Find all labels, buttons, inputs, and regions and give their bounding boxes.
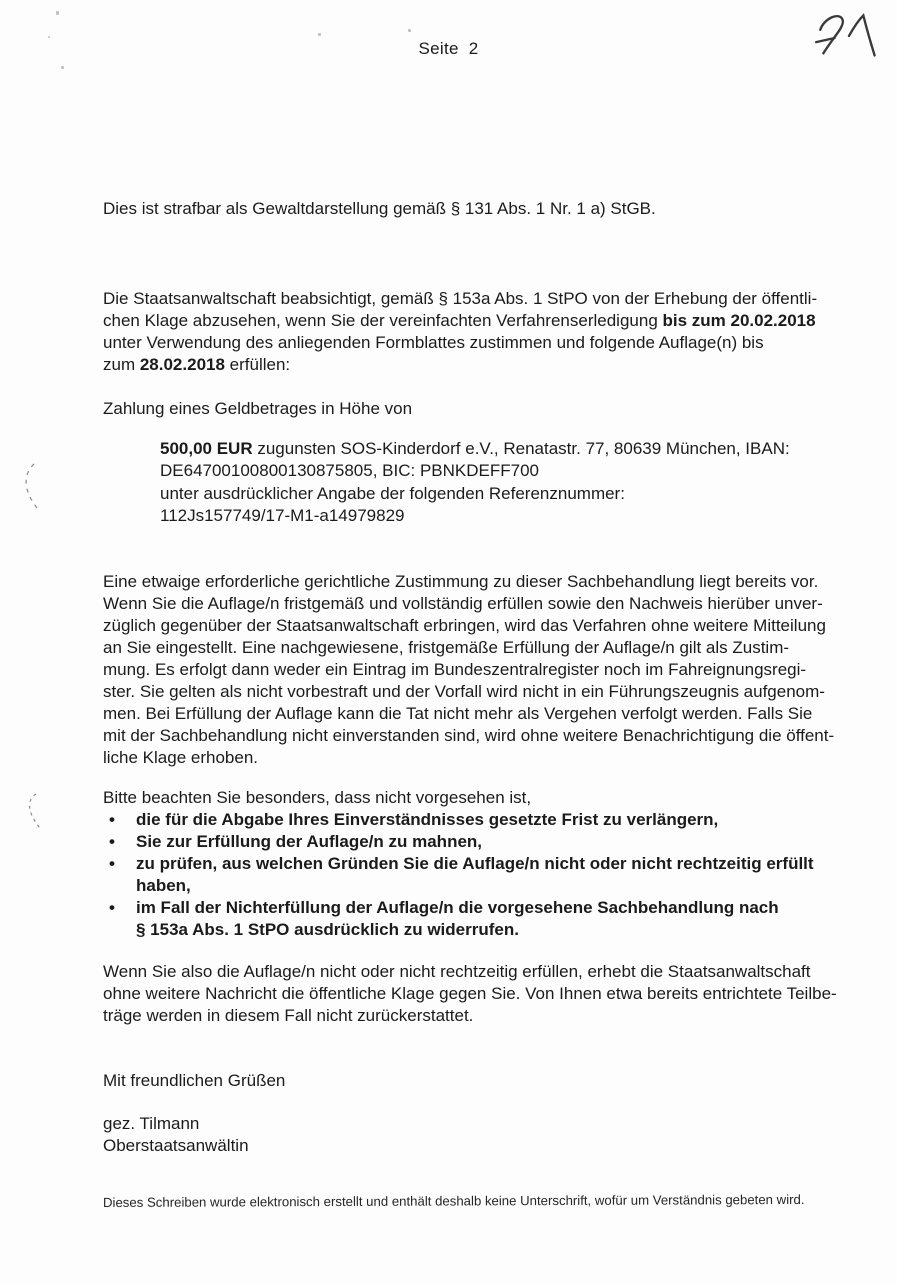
text-segment: mit der Sachbehandlung nicht einverstanden sind, wird ohne weitere Benachrichtigung die öffent- bbox=[103, 726, 835, 745]
bullet-item bbox=[106, 897, 814, 941]
text-segment: liche Klage erhoben. bbox=[103, 748, 259, 767]
payment-details-block bbox=[160, 438, 790, 527]
scan-speck bbox=[61, 66, 64, 69]
bullet-icon: • bbox=[109, 810, 115, 829]
paragraph-153a-angebot bbox=[103, 288, 817, 376]
text-segment: Zahlung eines Geldbetrages in Höhe von bbox=[103, 399, 413, 418]
bullet-icon: • bbox=[109, 854, 115, 873]
bullet-text bbox=[136, 853, 814, 897]
text-segment: Eine etwaige erforderliche gerichtliche Zustimmung zu dieser Sachbehandlung liegt bereits vor. bbox=[103, 572, 819, 591]
text-segment: haben, bbox=[136, 876, 191, 895]
handwritten-page-number bbox=[810, 10, 890, 64]
scan-speck bbox=[56, 11, 59, 15]
text-segment: erfüllen: bbox=[224, 355, 291, 374]
text-segment: zugunsten SOS-Kinderdorf e.V., Renatastr. 77, 80639 München, IBAN: bbox=[252, 439, 790, 458]
text-segment: Dies ist strafbar als Gewaltdarstellung gemäß § 131 Abs. 1 Nr. 1 a) StGB. bbox=[103, 199, 656, 218]
scan-speck bbox=[408, 29, 411, 32]
bullet-text bbox=[136, 897, 779, 941]
bullet-text bbox=[136, 809, 718, 831]
text-segment: unter ausdrücklicher Angabe der folgenden Referenznummer: bbox=[160, 483, 625, 503]
signature-name: gez. Tilmann bbox=[103, 1114, 200, 1133]
scan-speck bbox=[318, 33, 321, 36]
text-segment: bis zum 20.02.2018 bbox=[662, 311, 816, 330]
notice-bullet-list bbox=[106, 809, 814, 941]
text-segment: Wenn Sie also die Auflage/n nicht oder nicht rechtzeitig erfüllen, erhebt die Staatsanwaltschaft bbox=[103, 962, 811, 981]
bullet-item bbox=[106, 831, 814, 853]
text-segment: Die Staatsanwaltschaft beabsichtigt, gemäß § 153a Abs. 1 StPO von der Erhebung der öffentli- bbox=[103, 289, 818, 308]
footer-note: Dieses Schreiben wurde elektronisch erstellt und enthält deshalb keine Unterschrift, wofür um Verständnis gebeten wird. bbox=[102, 1191, 805, 1210]
scan-artifact-mark bbox=[18, 462, 44, 510]
text-segment: chen Klage abzusehen, wenn Sie der vereinfachten Verfahrenserledigung bbox=[103, 311, 663, 330]
scan-speck bbox=[48, 36, 50, 38]
notice-intro-line bbox=[103, 787, 531, 809]
signature-title: Oberstaatsanwältin bbox=[103, 1136, 249, 1155]
paragraph-strafbarkeit bbox=[103, 198, 656, 220]
paragraph-zustimmung-folgen bbox=[103, 571, 834, 769]
text-segment: Sie zur Erfüllung der Auflage/n zu mahnen, bbox=[136, 832, 483, 851]
text-segment: die für die Abgabe Ihres Einverständnisses gesetzte Frist zu verlängern, bbox=[136, 810, 719, 829]
closing-salutation: Mit freundlichen Grüßen bbox=[103, 1071, 286, 1090]
text-segment: Wenn Sie die Auflage/n fristgemäß und vollständig erfüllen sowie den Nachweis hierüber unver- bbox=[103, 594, 823, 613]
text-segment: 112Js157749/17-M1-a14979829 bbox=[160, 505, 405, 525]
text-segment: 28.02.2018 bbox=[139, 355, 225, 374]
page-number-label: Seite 2 bbox=[418, 39, 479, 58]
bullet-icon: • bbox=[109, 898, 115, 917]
handwriting-strokes bbox=[810, 10, 890, 64]
text-segment: 500,00 EUR bbox=[160, 439, 253, 458]
text-segment: an Sie eingestellt. Eine nachgewiesene, fristgemäße Erfüllung der Auflage/n gilt als Zustim- bbox=[103, 638, 790, 657]
bullet-text bbox=[136, 831, 482, 853]
text-segment: träge werden in diesem Fall nicht zurückerstattet. bbox=[103, 1006, 474, 1025]
text-segment: züglich gegenüber der Staatsanwaltschaft erbringen, wird das Verfahren ohne weitere Mitteilung bbox=[103, 616, 826, 635]
signature-block bbox=[103, 1113, 249, 1157]
bullet-item bbox=[106, 809, 814, 831]
paragraph-consequence bbox=[103, 961, 837, 1027]
text-segment: mung. Es erfolgt dann weder ein Eintrag im Bundeszentralregister noch im Fahreignungsregi- bbox=[103, 660, 807, 679]
text-segment: zum bbox=[103, 355, 140, 374]
text-segment: im Fall der Nichterfüllung der Auflage/n die vorgesehene Sachbehandlung nach bbox=[136, 898, 779, 917]
text-segment: Bitte beachten Sie besonders, dass nicht vorgesehen ist, bbox=[103, 788, 532, 807]
text-segment: ohne weitere Nachricht die öffentliche Klage gegen Sie. Von Ihnen etwa bereits entrichtete Teilbe- bbox=[103, 984, 837, 1003]
text-segment: ster. Sie gelten als nicht vorbestraft und der Vorfall wird nicht in ein Führungszeugnis aufgenom- bbox=[103, 682, 825, 701]
text-segment: men. Bei Erfüllung der Auflage kann die Tat nicht mehr als Vergehen verfolgt werden. Falls Sie bbox=[103, 704, 813, 723]
digit-7-stroke bbox=[820, 16, 843, 53]
bullet-item bbox=[106, 853, 814, 897]
text-segment: zu prüfen, aus welchen Gründen Sie die Auflage/n nicht oder nicht rechtzeitig erfüllt bbox=[136, 854, 814, 873]
text-segment: § 153a Abs. 1 StPO ausdrücklich zu widerrufen. bbox=[136, 920, 519, 939]
payment-intro-line bbox=[103, 398, 412, 420]
digit-1-stroke bbox=[849, 15, 875, 55]
scan-artifact-mark bbox=[22, 792, 48, 830]
bullet-icon: • bbox=[109, 832, 115, 851]
text-segment: DE64700100800130875805, BIC: PBNKDEFF700 bbox=[160, 461, 539, 481]
text-segment: unter Verwendung des anliegenden Formblattes zustimmen und folgende Auflage(n) bis bbox=[103, 333, 764, 352]
